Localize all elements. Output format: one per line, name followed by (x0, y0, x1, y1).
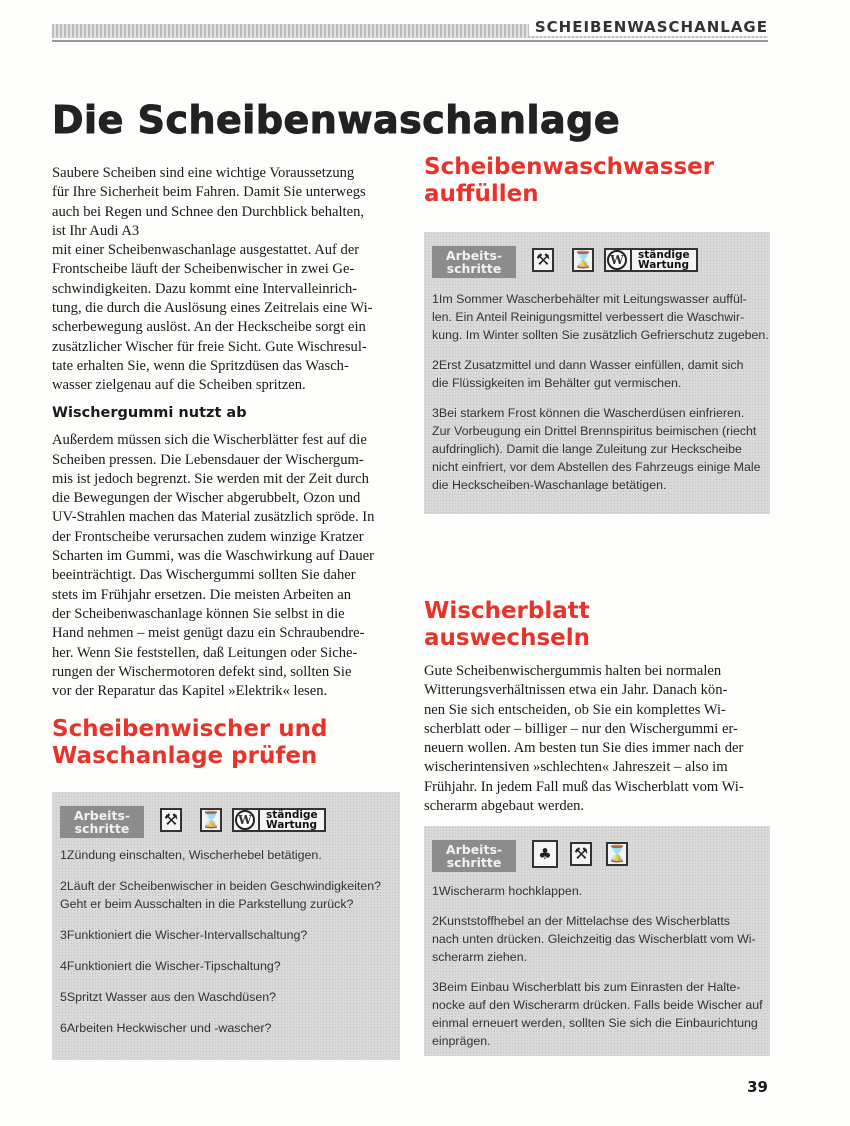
text-line: der Scheibenwaschanlage können Sie selbst in die (52, 605, 345, 622)
text-line: UV-Strahlen machen das Material zusätzlich spröde. In (52, 509, 375, 526)
step-number: 3 (432, 980, 439, 994)
step-item (60, 846, 392, 864)
step-text: Läuft der Scheibenwischer in beiden Geschwindigkeiten? (66, 879, 381, 893)
step-item (432, 356, 762, 392)
text-line: für Ihre Sicherheit beim Fahren. Damit Sie unterwegs (52, 184, 366, 201)
wrench-icon: ⚒ (570, 842, 592, 866)
maintenance-w-icon: W (235, 810, 255, 830)
text-line: schwindigkeiten. Dazu kommt eine Intervalleinrich- (52, 280, 358, 297)
step-text: Beim Einbau Wischerblatt bis zum Einrasten der Halte- (438, 980, 741, 994)
text-line: Scheiben pressen. Die Lebensdauer der Wischergum- (52, 451, 364, 468)
wiper-rubber-heading: Wischergummi nutzt ab (52, 405, 247, 421)
step-text: kung. Im Winter sollten Sie zusätzlich Gefrierschutz zugeben. (432, 328, 769, 342)
step-text: Arbeiten Heckwischer und -wascher? (66, 1021, 272, 1035)
text-line: Frühjahr. In jedem Fall muß das Wischerblatt vom Wi- (424, 778, 744, 795)
step-text: nocke auf den Wischerarm drücken. Falls beide Wischer auf (432, 998, 763, 1012)
step-item (432, 912, 762, 966)
step-text: Zündung einschalten, Wischerhebel betätigen. (66, 848, 322, 862)
step-item (60, 988, 392, 1006)
wiper-rubber-section (52, 404, 400, 701)
section-title-check: Scheibenwischer und Waschanlage prüfen (52, 716, 328, 769)
step-item (432, 404, 762, 494)
step-number: 3 (60, 928, 67, 942)
text-line: Außerdem müssen sich die Wischerblätter fest auf die (52, 432, 367, 449)
step-text: nicht einfriert, vor dem Abstellen des Fahrzeugs einige Male (432, 460, 761, 474)
step-text: Bei starkem Frost können die Wascherdüsen einfrieren. (438, 406, 745, 420)
steps-label: Arbeits- schritte (60, 806, 144, 838)
text-line: scherblatt oder – billiger – nur den Wischergummi er- (424, 720, 738, 737)
steps-label: Arbeits- schritte (432, 840, 516, 872)
text-line: ist Ihr Audi A3 (52, 222, 140, 239)
intro-text (52, 164, 400, 396)
steps-label: Arbeits- schritte (432, 246, 516, 278)
step-text: Funktioniert die Wischer-Intervallschaltung? (66, 928, 308, 942)
text-line: Frontscheibe läuft der Scheibenwischer in zwei Ge- (52, 261, 355, 278)
step-text: Wischerarm hochklappen. (438, 884, 583, 898)
text-line: beeinträchtigt. Das Wischergummi sollten Sie daher (52, 567, 356, 584)
hourglass-icon: ⌛ (572, 248, 594, 272)
step-number: 2 (432, 914, 439, 928)
text-line: die Bewegungen der Wischer abgerubbelt, Ozon und (52, 490, 361, 507)
step-number: 2 (432, 358, 439, 372)
step-number: 1 (432, 292, 439, 306)
step-text: Funktioniert die Wischer-Tipschaltung? (66, 959, 281, 973)
step-item (432, 978, 762, 1050)
text-line: tung, die durch die Auslösung eines Zeitrelais eine Wi- (52, 300, 373, 317)
step-text: Kunststoffhebel an der Mittelachse des Wischerblatts (438, 914, 731, 928)
text-line: scherbewegung auslöst. An der Heckscheibe sorgt ein (52, 319, 366, 336)
text-line: scherarm abgebaut werden. (424, 798, 585, 815)
text-line: stets im Frühjahr ersetzen. Die meisten Arbeiten an (52, 586, 352, 603)
step-item (60, 1019, 392, 1037)
page-number: 39 (747, 1078, 768, 1096)
step-text: Geht er beim Ausschalten in die Parkstellung zurück? (60, 897, 354, 911)
text-line: tate erhalten Sie, wenn die Spritzdüsen das Wasch- (52, 357, 349, 374)
step-text: Spritzt Wasser aus den Waschdüsen? (66, 990, 277, 1004)
step-text: die Heckscheiben-Waschanlage betätigen. (432, 478, 667, 492)
step-text: einprägen. (432, 1034, 491, 1048)
wrench-icon: ⚒ (160, 808, 182, 832)
step-number: 4 (60, 959, 67, 973)
step-text: Zur Vorbeugung ein Drittel Brennspiritus beimischen (riecht (432, 424, 757, 438)
text-line: zusätzlicher Wischer für freie Sicht. Gute Wischresul- (52, 338, 367, 355)
fill-steps-box (424, 232, 770, 514)
text-line: neuern wollen. Am besten tun Sie dies immer nach der (424, 740, 744, 757)
text-line: mis ist jedoch begrenzt. Sie werden mit der Zeit durch (52, 470, 369, 487)
text-line: vor der Reparatur das Kapitel »Elektrik« lesen. (52, 683, 328, 700)
running-header: SCHEIBENWASCHANLAGE (529, 18, 768, 36)
text-line: her. Wenn Sie feststellen, daß Leitungen oder Siche- (52, 644, 358, 661)
step-item (60, 957, 392, 975)
step-text: aufdringlich). Damit die lange Zuleitung zur Heckscheibe (432, 442, 742, 456)
page-title: Die Scheibenwaschanlage (52, 98, 621, 142)
hourglass-icon: ⌛ (200, 808, 222, 832)
step-text: Erst Zusatzmittel und dann Wasser einfüllen, damit sich (438, 358, 744, 372)
text-line: mit einer Scheibenwaschanlage ausgestattet. Auf der (52, 242, 360, 259)
step-item (60, 877, 392, 913)
wiper-rubber-text (52, 431, 400, 701)
step-text: einmal erneuert werden, sollten Sie sich die Einbaurichtung (432, 1016, 758, 1030)
text-line: auch bei Regen und Schnee den Durchblick behalten, (52, 203, 365, 220)
header-rule-line (52, 40, 768, 42)
text-line: Saubere Scheiben sind eine wichtige Voraussetzung (52, 165, 355, 181)
tree-icon: ♣ (532, 840, 558, 868)
text-line: der Frontscheibe verursachen zudem winzige Kratzer (52, 528, 364, 545)
maintenance-badge: W ständige Wartung (232, 808, 326, 832)
step-item (432, 882, 762, 900)
blade-steps-box (424, 826, 770, 1056)
step-number: 1 (432, 884, 439, 898)
text-line: Gute Scheibenwischergummis halten bei normalen (424, 663, 722, 679)
maintenance-badge: W ständige Wartung (604, 248, 698, 272)
step-item (432, 290, 769, 344)
text-line: nen Sie sich entscheiden, ob Sie ein komplettes Wi- (424, 701, 726, 718)
text-line: wischerintensiven »schlechten« Jahreszeit – also im (424, 759, 728, 776)
check-steps-box (52, 792, 400, 1060)
step-number: 3 (432, 406, 439, 420)
step-text: len. Ein Anteil Reinigungsmittel verbessert die Waschwir- (432, 310, 745, 324)
step-item (60, 926, 392, 944)
text-line: rungen der Wischermotoren defekt sind, sollten Sie (52, 663, 352, 680)
step-text: Im Sommer Wascherbehälter mit Leitungswasser auffül- (438, 292, 747, 306)
section-title-fill: Scheibenwaschwasser auffüllen (424, 154, 715, 207)
hourglass-icon: ⌛ (606, 842, 628, 866)
section-title-blade: Wischerblatt auswechseln (424, 598, 590, 651)
text-line: Witterungsverhältnissen etwa ein Jahr. Danach kön- (424, 682, 728, 699)
text-line: wasser zielgenau auf die Scheiben spritzen. (52, 377, 306, 394)
step-text: die Flüssigkeiten im Behälter gut vermischen. (432, 376, 682, 390)
text-line: Hand nehmen – meist genügt dazu ein Schraubendre- (52, 625, 365, 642)
step-text: scherarm ziehen. (432, 950, 528, 964)
step-number: 1 (60, 848, 67, 862)
text-line: Scharten im Gummi, was die Waschwirkung auf Dauer (52, 548, 374, 565)
step-text: nach unten drücken. Gleichzeitig das Wischerblatt vom Wi- (432, 932, 756, 946)
maintenance-w-icon: W (607, 250, 627, 270)
step-number: 5 (60, 990, 67, 1004)
wrench-icon: ⚒ (532, 248, 554, 272)
step-number: 2 (60, 879, 67, 893)
blade-text (424, 662, 770, 816)
step-number: 6 (60, 1021, 67, 1035)
